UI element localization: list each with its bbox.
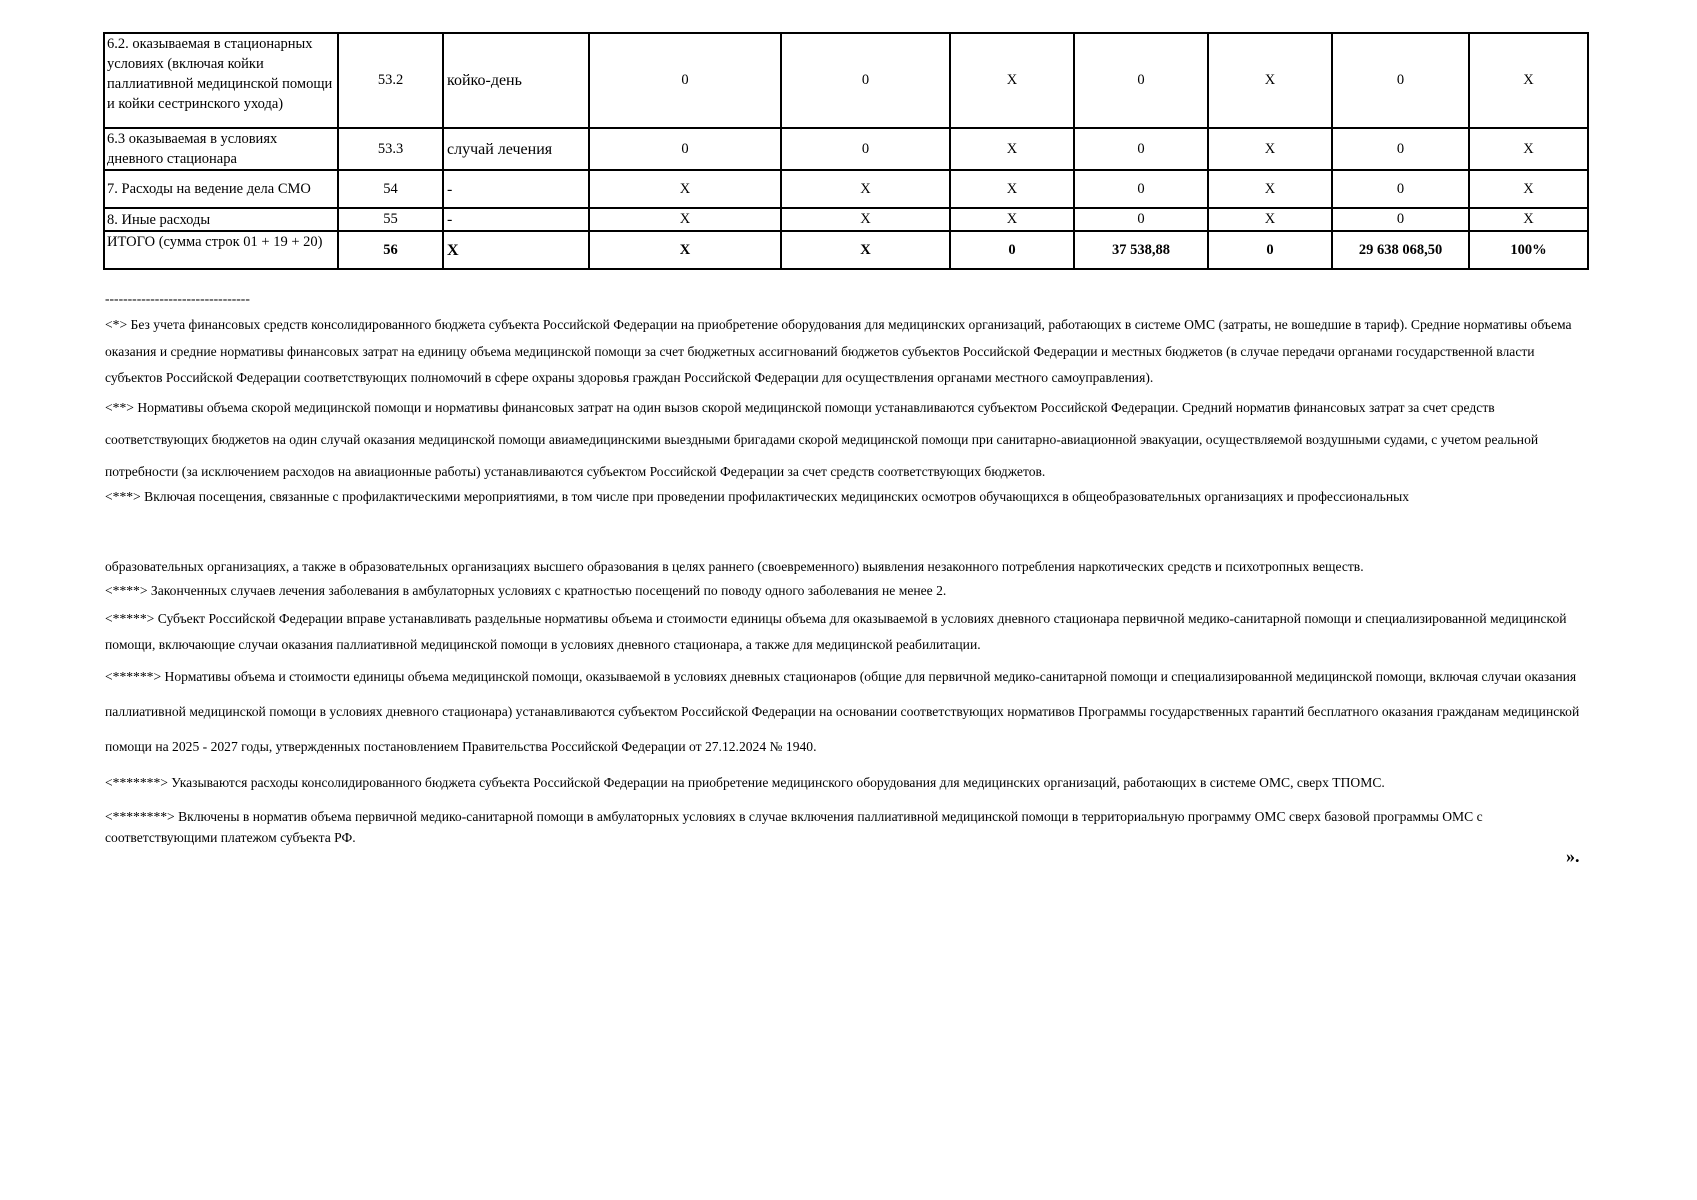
footnote-1: <*> Без учета финансовых средств консолидированного бюджета субъекта Российской Федерации на приобретение оборудования для медицинских организаций, работающих в системе ОМС (затраты, не вошедшие в тариф). Средние нормативы объема оказания и средние нормативы финансовых затрат на единицу объема медицинской помощи за счет бюджетных ассигнований бюджетов субъектов Российской Федерации и местных бюджетов (в случае передачи органами государственной власти субъектов Российской Федерации соответствующих полномочий в сфере охраны здоровья граждан Российской Федерации для осуществления органами местного самоуправления). xyxy=(105,317,1572,385)
table-row xyxy=(104,208,1588,231)
cell: 0 xyxy=(781,33,950,128)
row-unit: - xyxy=(443,208,589,231)
cell: 0 xyxy=(1208,231,1332,269)
total-row xyxy=(104,231,1588,269)
cell: 0 xyxy=(1074,128,1208,170)
footnote-4: <****> Законченных случаев лечения заболевания в амбулаторных условиях с кратностью посещений по поводу одного заболевания не менее 2. xyxy=(105,582,947,598)
cell: 0 xyxy=(1074,170,1208,208)
cell: 29 638 068,50 xyxy=(1332,231,1469,269)
cell: 0 xyxy=(589,33,781,128)
cell: X xyxy=(1469,170,1588,208)
cell: 0 xyxy=(1332,170,1469,208)
cell: 100% xyxy=(1469,231,1588,269)
cell: 0 xyxy=(1074,33,1208,128)
table-row xyxy=(104,170,1588,208)
row-name: 8. Иные расходы xyxy=(104,208,338,231)
cell: X xyxy=(1208,33,1332,128)
row-name: ИТОГО (сумма строк 01 + 19 + 20) xyxy=(104,231,338,269)
table-row xyxy=(104,33,1588,128)
cell: X xyxy=(950,128,1074,170)
row-name: 7. Расходы на ведение дела СМО xyxy=(104,170,338,208)
footnote-7: <*******> Указываются расходы консолидированного бюджета субъекта Российской Федерации на приобретение медицинского оборудования для медицинских организаций, работающих в системе ОМС, сверх ТПОМС. xyxy=(105,774,1385,790)
row-code: 55 xyxy=(338,208,443,231)
cell: 0 xyxy=(589,128,781,170)
cell: 0 xyxy=(1332,208,1469,231)
row-unit: X xyxy=(443,231,589,269)
footnote-5: <*****> Субъект Российской Федерации вправе устанавливать раздельные нормативы объема и стоимости единицы объема для оказываемой в условиях дневного стационара первичной медико-санитарной помощи и специализированной медицинской помощи, включающие случаи оказания паллиативной медицинской помощи в условиях дневного стационара, а также для медицинской реабилитации. xyxy=(105,610,1567,652)
cell: X xyxy=(1208,128,1332,170)
footnote-2: <**> Нормативы объема скорой медицинской помощи и нормативы финансовых затрат на один вызов скорой медицинской помощи устанавливаются субъектом Российской Федерации. Средний норматив финансовых затрат за счет средств соответствующих бюджетов на один случай оказания медицинской помощи авиамедицинскими выездными бригадами скорой медицинской помощи при санитарно-авиационной эвакуации, осуществляемой воздушными судами, с учетом реальной потребности (за исключением расходов на авиационные работы) устанавливаются субъектом Российской Федерации за счет средств соответствующих бюджетов. xyxy=(105,399,1539,479)
cell: 0 xyxy=(1332,33,1469,128)
cell: 0 xyxy=(1074,208,1208,231)
row-code: 53.2 xyxy=(338,33,443,128)
row-name: 6.2. оказываемая в стационарных условиях (включая койки паллиативной медицинской помощи и койки сестринского ухода) xyxy=(104,33,338,128)
cell: X xyxy=(1469,33,1588,128)
row-unit: - xyxy=(443,170,589,208)
row-code: 56 xyxy=(338,231,443,269)
cell: X xyxy=(1469,128,1588,170)
cell: X xyxy=(589,208,781,231)
cell: X xyxy=(950,170,1074,208)
footnotes xyxy=(105,290,1585,848)
cell: X xyxy=(950,208,1074,231)
footnote-8: <********> Включены в норматив объема первичной медико-санитарной помощи в амбулаторных условиях в случае включения паллиативной медицинской помощи в территориальную программу ОМС сверх базовой программы ОМС с соответствующими платежом субъекта РФ. xyxy=(105,808,1483,845)
row-name: 6.3 оказываемая в условиях дневного стационара xyxy=(104,128,338,170)
footnote-separator: -------------------------------- xyxy=(105,291,250,306)
cell: X xyxy=(781,208,950,231)
cell: X xyxy=(781,231,950,269)
cell: 0 xyxy=(781,128,950,170)
footnote-3-part-2: образовательных организациях, а также в образовательных организациях высшего образования в целях раннего (своевременного) выявления незаконного потребления наркотических средств и психотропных веществ. xyxy=(105,558,1364,574)
row-code: 54 xyxy=(338,170,443,208)
footnote-6: <******> Нормативы объема и стоимости единицы объема медицинской помощи, оказываемой в условиях дневных стационаров (общие для первичной медико-санитарной помощи и специализированной медицинской помощи, включая случаи оказания паллиативной медицинской помощи в условиях дневного стационара) устанавливаются субъектом Российской Федерации на основании соответствующих нормативов Программы государственных гарантий бесплатного оказания гражданам медицинской помощи на 2025 - 2027 годы, утвержденных постановлением Правительства Российской Федерации от 27.12.2024 № 1940. xyxy=(105,668,1580,754)
footnote-3-part-1: <***> Включая посещения, связанные с профилактическими мероприятиями, в том числе при проведении профилактических медицинских осмотров обучающихся в общеобразовательных организациях и профессиональных xyxy=(105,488,1410,504)
cell: X xyxy=(1208,170,1332,208)
cell: 37 538,88 xyxy=(1074,231,1208,269)
row-unit: койко-день xyxy=(443,33,589,128)
closing-quote: ». xyxy=(1566,846,1580,866)
financial-table xyxy=(103,32,1589,270)
cell: 0 xyxy=(950,231,1074,269)
cell: X xyxy=(950,33,1074,128)
table-row xyxy=(104,128,1588,170)
cell: X xyxy=(1469,208,1588,231)
cell: X xyxy=(589,231,781,269)
row-code: 53.3 xyxy=(338,128,443,170)
cell: 0 xyxy=(1332,128,1469,170)
cell: X xyxy=(589,170,781,208)
row-unit: случай лечения xyxy=(443,128,589,170)
cell: X xyxy=(1208,208,1332,231)
cell: X xyxy=(781,170,950,208)
